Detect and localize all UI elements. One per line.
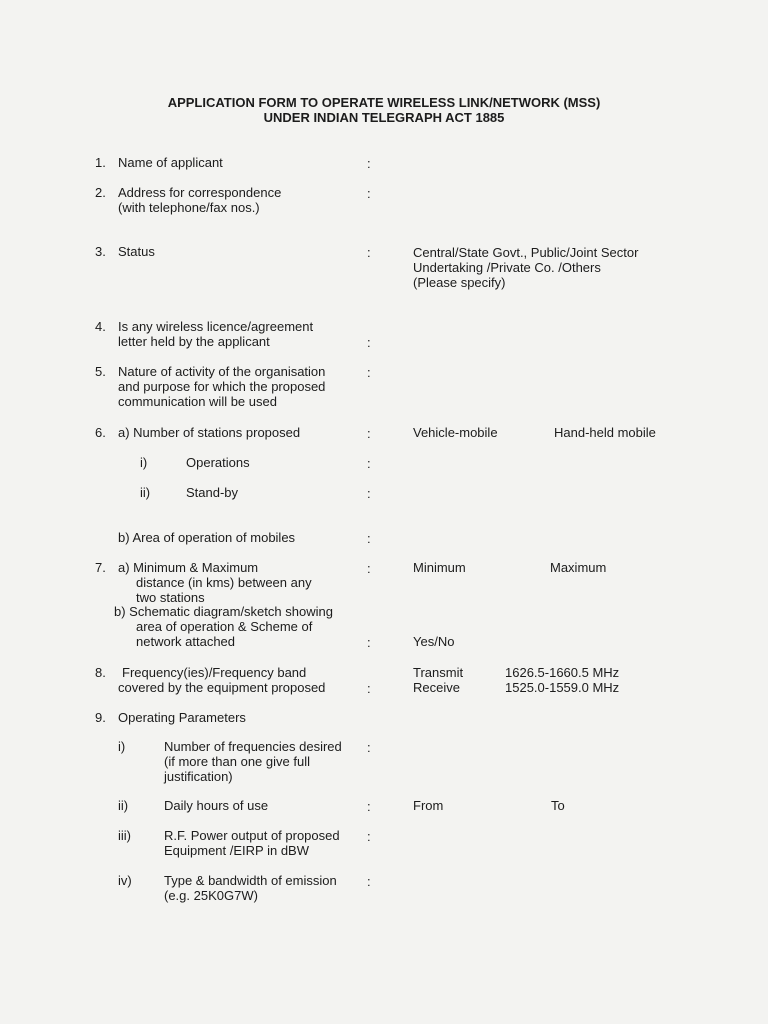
operations-label: Operations [186,455,250,470]
from-label: From [413,798,444,813]
colon: : [367,681,371,696]
num-frequencies-label-line3: justification) [164,769,233,784]
form-title-line2: UNDER INDIAN TELEGRAPH ACT 1885 [263,110,505,125]
schematic-label-line1: b) Schematic diagram/sketch showing [114,604,333,619]
sub-item-number: ii) [140,485,151,500]
colon: : [367,245,371,260]
stations-proposed-label: a) Number of stations proposed [118,425,301,440]
colon: : [367,335,371,350]
minimum-heading: Minimum [413,560,466,575]
licence-label-line2: letter held by the applicant [118,334,270,349]
schematic-label-line3: network attached [136,634,236,649]
distance-label-line3: two stations [136,590,205,605]
num-frequencies-label-line1: Number of frequencies desired [164,739,342,754]
status-options-line1: Central/State Govt., Public/Joint Sector [413,245,639,260]
colon: : [367,829,371,844]
colon: : [367,156,371,171]
distance-label-line2: distance (in kms) between any [136,575,312,590]
address-label-note: (with telephone/fax nos.) [118,200,260,215]
colon: : [367,561,371,576]
item-number: 5. [95,364,106,379]
licence-label-line1: Is any wireless licence/agreement [118,319,314,334]
daily-hours-label: Daily hours of use [164,798,269,813]
transmit-label: Transmit [413,665,464,680]
yes-no-option: Yes/No [413,634,455,649]
item-number: 9. [95,710,106,725]
transmit-value: 1626.5-1660.5 MHz [505,665,620,680]
status-options-line3: (Please specify) [413,275,506,290]
rf-power-label-line1: R.F. Power output of proposed [164,828,340,843]
colon: : [367,740,371,755]
frequency-label-line1: Frequency(ies)/Frequency band [122,665,307,680]
nature-label-line3: communication will be used [118,394,277,409]
rf-power-label-line2: Equipment /EIRP in dBW [164,843,309,858]
form-title-line1: APPLICATION FORM TO OPERATE WIRELESS LINK/NETWORK (MSS) [167,95,601,110]
sub-item-number: iv) [118,873,132,888]
colon: : [367,186,371,201]
area-of-operation-label: b) Area of operation of mobiles [118,530,296,545]
distance-label-line1: a) Minimum & Maximum [118,560,259,575]
schematic-label-line2: area of operation & Scheme of [136,619,313,634]
standby-label: Stand-by [186,485,239,500]
status-label: Status [118,244,155,259]
maximum-heading: Maximum [550,560,607,575]
vehicle-mobile-heading: Vehicle-mobile [413,425,498,440]
colon: : [367,365,371,380]
emission-type-label-line1: Type & bandwidth of emission [164,873,337,888]
item-number: 2. [95,185,106,200]
colon: : [367,456,371,471]
item-number: 8. [95,665,106,680]
nature-label-line2: and purpose for which the proposed [118,379,326,394]
num-frequencies-label-line2: (if more than one give full [164,754,310,769]
item-number: 6. [95,425,106,440]
colon: : [367,874,371,889]
sub-item-number: i) [140,455,148,470]
nature-label-line1: Nature of activity of the organisation [118,364,326,379]
status-options-line2: Undertaking /Private Co. /Others [413,260,601,275]
colon: : [367,799,371,814]
to-label: To [551,798,565,813]
colon: : [367,486,371,501]
colon: : [367,426,371,441]
sub-item-number: iii) [118,828,131,843]
item-number: 4. [95,319,106,334]
name-of-applicant-label: Name of applicant [118,155,223,170]
item-number: 7. [95,560,106,575]
sub-item-number: i) [118,739,126,754]
item-number: 1. [95,155,106,170]
receive-label: Receive [413,680,460,695]
address-label: Address for correspondence [118,185,282,200]
emission-type-label-line2: (e.g. 25K0G7W) [164,888,258,903]
colon: : [367,531,371,546]
operating-parameters-label: Operating Parameters [118,710,246,725]
sub-item-number: ii) [118,798,129,813]
frequency-label-line2: covered by the equipment proposed [118,680,326,695]
colon: : [367,635,371,650]
item-number: 3. [95,244,106,259]
receive-value: 1525.0-1559.0 MHz [505,680,620,695]
hand-held-mobile-heading: Hand-held mobile [554,425,656,440]
